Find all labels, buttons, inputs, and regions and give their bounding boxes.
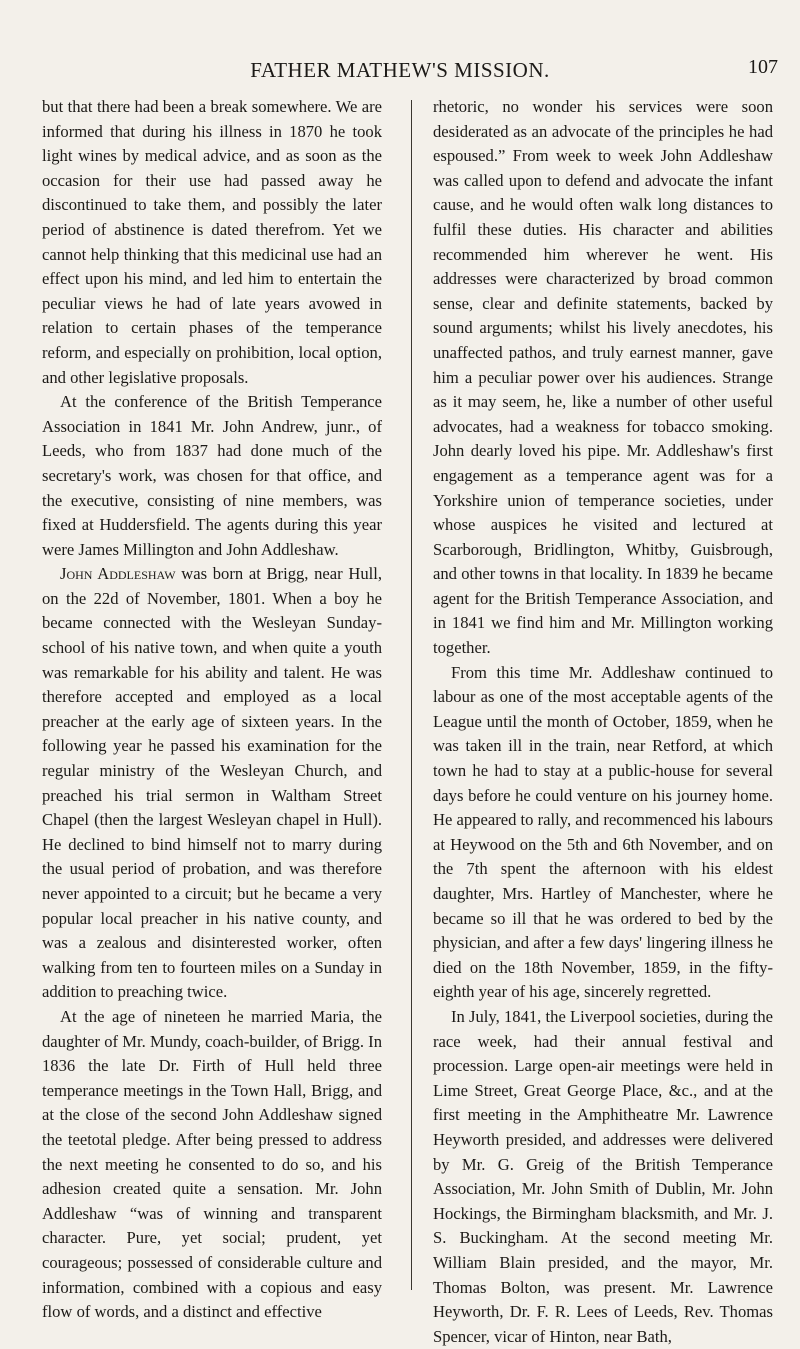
right-column [433,95,773,1349]
paragraph: rhetoric, no wonder his services were soon desiderated as an advocate of the principles he had espoused.” From week to week John Addleshaw was called upon to defend and advocate the infant cause, and he would often walk long distances to fulfil these duties. His character and abilities recommended him wherever he went. His addresses were characterized by broad common sense, clear and definite statements, backed by sound arguments; whilst his lively anecdotes, his unaffected pathos, and truly earnest manner, gave him a peculiar power over his audiences. Strange as it may seem, he, like a number of other useful advocates, had a weakness for tobacco smoking. John dearly loved his pipe. Mr. Addleshaw's first engagement as a temperance agent was for a Yorkshire union of temperance societies, under whose auspices he visited and lectured at Scarborough, Bridlington, Whitby, Guisbrough, and other towns in that locality. In 1839 he became agent for the British Temperance Association, and in 1841 we find him and Mr. Millington working together. [433,97,773,658]
paragraph: In July, 1841, the Liverpool societies, during the race week, had their annual festival and procession. Large open-air meetings were held in Lime Street, Great George Place, &c., and at the first meeting in the Amphitheatre Mr. Lawrence Heyworth presided, and addresses were delivered by Mr. G. Greig of the British Temperance Association, Mr. John Smith of Dublin, Mr. John Hockings, the Birmingham blacksmith, and Mr. J. S. Buckingham. At the second meeting Mr. William Blain presided, and the mayor, Mr. Thomas Bolton, was present. Mr. Lawrence Heyworth, Dr. F. R. Lees of Leeds, Rev. Thomas Spencer, vicar of Hinton, near Bath, [433,1006,773,1346]
running-head [0,58,800,84]
paragraph: From this time Mr. Addleshaw continued to labour as one of the most acceptable agents of the League until the month of October, 1859, when he was taken ill in the train, near Retford, at which town he had to stay at a public-house for several days before he could venture on his journey home. He appeared to rally, and recommenced his labours at Heywood on the 5th and 6th November, and on the 7th spent the afternoon with his eldest daughter, Mrs. Hartley of Manchester, where he became so ill that he was ordered to bed by the physician, and after a few days' lingering illness he died on the 18th November, 1859, in the fifty-eighth year of his age, sincerely regretted. [433,662,773,1002]
paragraph: but that there had been a break somewhere. We are informed that during his illness in 1870 he took light wines by medical advice, and as soon as the occasion for their use had passed away he discontinued to take them, and possibly the later period of abstinence is dated therefrom. Yet we cannot help thinking that this medicinal use had an effect upon his mind, and led him to entertain the peculiar views he had of late years avowed in relation to certain phases of the temperance reform, and especially on prohibition, local option, and other legislative proposals. [42,97,382,387]
paragraph: At the age of nineteen he married Maria, the daughter of Mr. Mundy, coach-builder, of Brigg. In 1836 the late Dr. Firth of Hull held three temperance meetings in the Town Hall, Brigg, and at the close of the second John Addleshaw signed the teetotal pledge. After being pressed to address the next meeting he consented to do so, and his adhesion created quite a sensation. Mr. John Addleshaw “was of winning and transparent character. Pure, yet social; prudent, yet courageous; possessed of considerable culture and information, combined with a copious and easy flow of words, and a distinct and effective [42,1006,382,1322]
left-column [42,95,382,1325]
paragraph: At the conference of the British Temperance Association in 1841 Mr. John Andrew, junr., of Leeds, who from 1837 had done much of the secretary's work, was chosen for that office, and the executive, consisting of nine members, was fixed at Huddersfield. The agents during this year were James Millington and John Addleshaw. [42,392,382,559]
page-number: 107 [748,56,778,78]
paragraph-lead-name: John Addleshaw [60,564,176,584]
paragraph-text: was born at Brigg, near Hull, on the 22d of November, 1801. When a boy he became connected with the Wesleyan Sunday-school of his native town, and when quite a youth was remarkable for his ability and talent. He was therefore accepted and employed as a local preacher at the early age of sixteen years. In the following year he passed his examination for the regular ministry of the Wesleyan Church, and preached his trial sermon in Waltham Street Chapel (then the largest Wesleyan chapel in Hull). He declined to bind himself not to marry during the usual period of probation, and was therefore never appointed to a circuit; but he became a very popular local preacher in his native county, and was a zealous and disinterested worker, often walking from ten to fourteen miles on a Sunday in addition to preaching twice. [42,564,382,1002]
running-title: FATHER MATHEW'S MISSION. [250,58,550,82]
column-divider [411,100,412,1290]
paragraph [42,562,382,1005]
